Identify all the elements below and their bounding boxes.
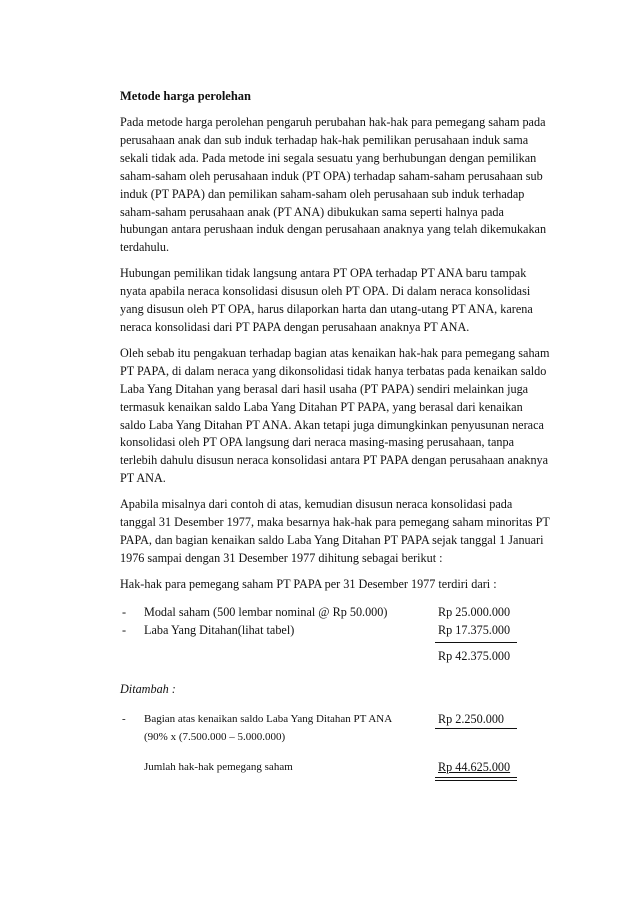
total-double-rule [435, 777, 517, 781]
section-heading: Metode harga perolehan [120, 89, 252, 103]
bullet-dash: - [122, 622, 127, 637]
addition-rule [435, 728, 517, 729]
item-label: Modal saham (500 lembar nominal @ Rp 50.000) [144, 604, 388, 619]
addition-row [120, 710, 550, 728]
paragraph-2: Hubungan pemilikan tidak langsung antara PT OPA terhadap PT ANA baru tampak nyata apabila neraca konsolidasi disusun oleh PT OPA. Di dalam neraca konsolidasi yang disusun oleh PT OPA, harus dilaporkan harta dan utang-utang PT ANA, karena neraca konsolidasi dari PT PAPA dengan perusahaan anaknya PT ANA. [120, 266, 533, 334]
subtotal-amount: Rp 42.375.000 [438, 648, 511, 663]
paragraph-4: Apabila misalnya dari contoh di atas, kemudian disusun neraca konsolidasi pada tanggal 31 Desember 1977, maka besarnya hak-hak para pemegang saham minoritas PT PAPA, dan bagian kenaikan saldo Laba Yang Ditahan PT PAPA sejak tanggal 1 Januari 1976 sampai dengan 31 Desember 1977 dihitung sebagai berikut : [120, 497, 550, 565]
total-amount: Rp 44.625.000 [438, 759, 511, 774]
addition-sublabel: (90% x (7.500.000 – 5.000.000) [144, 730, 286, 743]
bullet-dash: - [122, 604, 127, 619]
item-amount: Rp 25.000.000 [438, 604, 511, 619]
total-row [120, 758, 550, 776]
summary-title: Hak-hak para pemegang saham PT PAPA per 31 Desember 1977 terdiri dari : [120, 576, 497, 591]
paragraph-1: Pada metode harga perolehan pengaruh perubahan hak-hak para pemegang saham pada perusahaan anak dan sub induk terhadap hak-hak pemilikan perusahaan induk sama sekali tidak ada. Pada metode ini segala sesuatu yang berhubungan dengan pemilikan saham-saham oleh perusahaan induk (PT OPA) terhadap saham-saham perusahaan sub induk (PT PAPA) dan pemilikan saham-saham oleh perusahaan sub induk terhadap saham-saham perusahaan anak (PT ANA) dibukukan sama seperti halnya pada hubungan antara perushaan induk dengan perusahaan anaknya yang telah dikemukakan terdahulu. [120, 115, 547, 255]
addition-label: Bagian atas kenaikan saldo Laba Yang Ditahan PT ANA [144, 712, 393, 725]
ditambah-label: Ditambah : [120, 681, 176, 696]
paragraph-3: Oleh sebab itu pengakuan terhadap bagian atas kenaikan hak-hak para pemegang saham PT PAPA, di dalam neraca yang dikonsolidasi tidak hanya terbatas pada kenaikan saldo Laba Yang Ditahan yang berasal dari hasil usaha (PT PAPA) sendiri melainkan juga termasuk kenaikan saldo Laba Yang Ditahan PT PAPA, yang berasal dari kenaikan saldo Laba Yang Ditahan PT ANA. Akan tetapi juga dimungkinkan penyusunan neraca konsolidasi oleh PT OPA langsung dari neraca masing-masing perusahaan, tanpa terlebih dahulu disusun neraca konsolidasi antara PT PAPA dengan perusahaan anaknya PT ANA. [120, 345, 550, 486]
bullet-dash: - [122, 712, 126, 725]
subtotal-rule [435, 642, 517, 643]
total-label: Jumlah hak-hak pemegang saham [144, 760, 293, 773]
equity-row-retained [120, 621, 550, 639]
equity-table [120, 603, 550, 665]
subtotal-row [120, 647, 550, 665]
equity-row-capital [120, 603, 550, 621]
addition-subrow [120, 728, 550, 746]
item-amount: Rp 17.375.000 [438, 622, 511, 637]
item-label: Laba Yang Ditahan(lihat tabel) [144, 622, 295, 637]
document-page [120, 88, 550, 782]
addition-amount: Rp 2.250.000 [438, 711, 505, 726]
addition-table [120, 710, 550, 782]
